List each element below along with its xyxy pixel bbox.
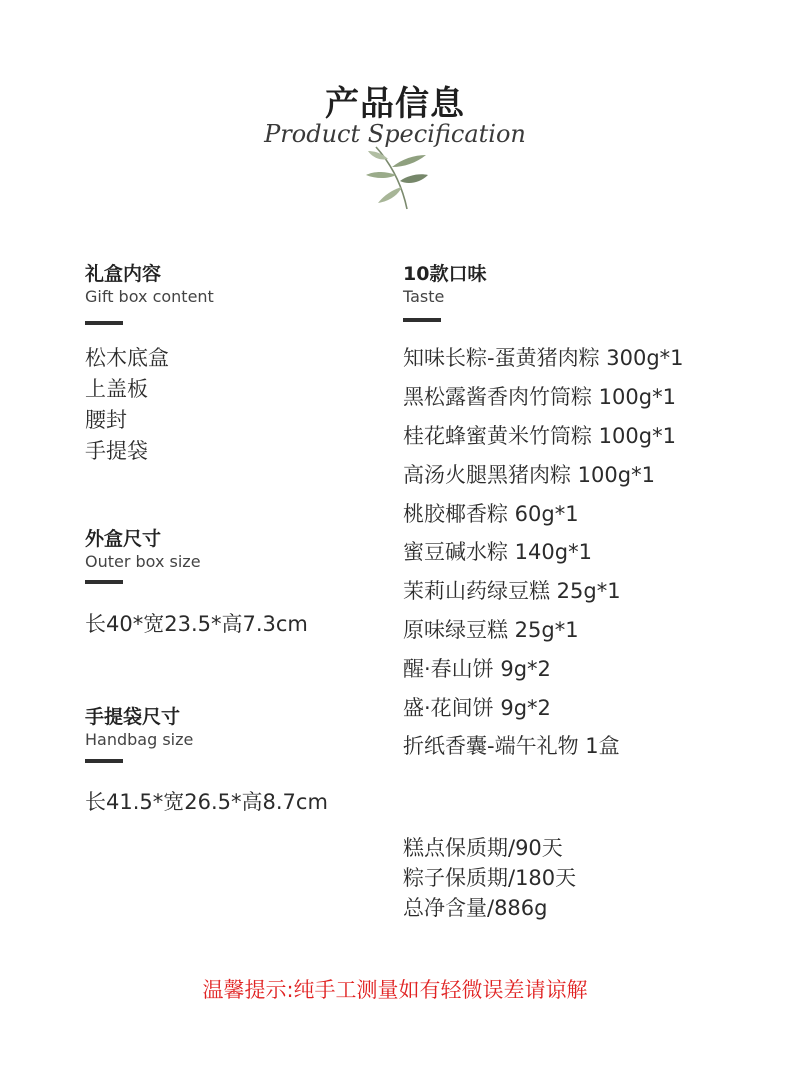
taste-item: 蜜豆碱水粽 140g*1	[403, 540, 592, 564]
gift-box-title: 礼盒内容	[85, 263, 162, 285]
taste-item: 折纸香囊-端午礼物 1盒	[403, 734, 620, 758]
taste-item: 盛·花间饼 9g*2	[403, 696, 551, 720]
handbag-size: 长41.5*宽26.5*高8.7cm	[85, 790, 328, 814]
taste-item: 茉莉山药绿豆糕 25g*1	[403, 579, 621, 603]
outer-box-title: 外盒尺寸	[85, 528, 162, 550]
handbag-subtitle: Handbag size	[85, 730, 194, 749]
taste-item: 桂花蜂蜜黄米竹筒粽 100g*1	[403, 424, 676, 448]
taste-title: 10款口味	[403, 263, 487, 285]
gift-box-item: 手提袋	[85, 439, 148, 463]
net-weight: 总净含量/886g	[403, 896, 548, 920]
gift-box-item: 上盖板	[85, 377, 148, 401]
warm-notice: 温馨提示:纯手工测量如有轻微误差请谅解	[202, 978, 588, 1002]
shelf-life-item: 糕点保质期/90天	[403, 836, 563, 860]
page-subtitle: Product Specification	[264, 120, 526, 148]
outer-box-subtitle: Outer box size	[85, 552, 201, 571]
section-divider	[403, 318, 441, 322]
taste-item: 高汤火腿黑猪肉粽 100g*1	[403, 463, 655, 487]
taste-item: 黑松露酱香肉竹筒粽 100g*1	[403, 385, 676, 409]
taste-subtitle: Taste	[403, 287, 445, 306]
page-title: 产品信息	[325, 84, 465, 124]
bamboo-leaf-icon	[362, 143, 432, 213]
handbag-title: 手提袋尺寸	[85, 706, 181, 728]
section-divider	[85, 759, 123, 763]
outer-box-size: 长40*宽23.5*高7.3cm	[85, 612, 308, 636]
gift-box-subtitle: Gift box content	[85, 287, 214, 306]
taste-item: 醒·春山饼 9g*2	[403, 657, 551, 681]
section-divider	[85, 321, 123, 325]
taste-item: 知味长粽-蛋黄猪肉粽 300g*1	[403, 346, 684, 370]
gift-box-item: 腰封	[85, 408, 127, 432]
taste-item: 原味绿豆糕 25g*1	[403, 618, 579, 642]
gift-box-item: 松木底盒	[85, 346, 169, 370]
shelf-life-item: 粽子保质期/180天	[403, 866, 577, 890]
taste-item: 桃胶椰香粽 60g*1	[403, 502, 579, 526]
section-divider	[85, 580, 123, 584]
